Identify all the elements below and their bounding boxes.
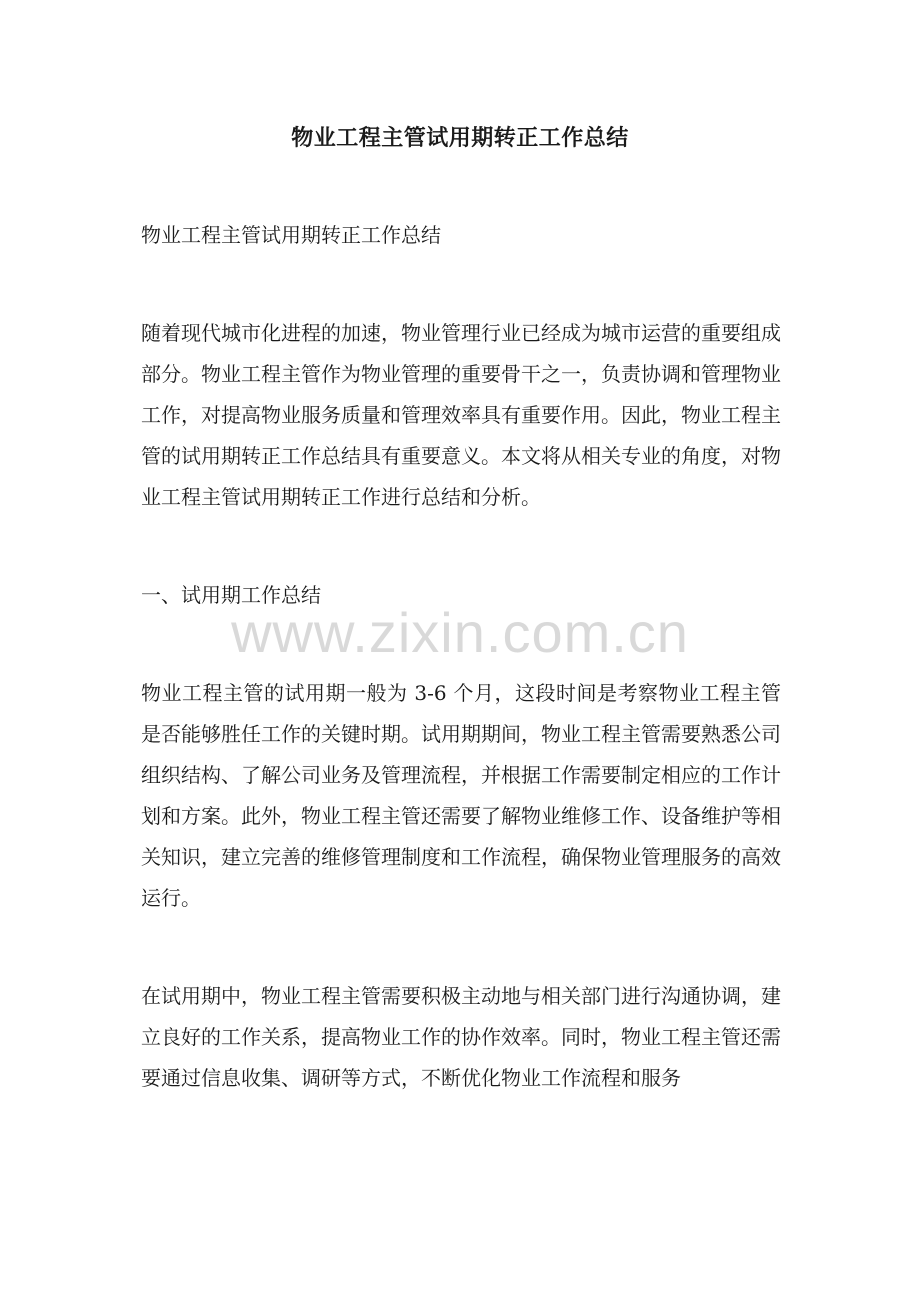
document-body — [141, 215, 781, 1156]
intro-paragraph: 随着现代城市化进程的加速，物业管理行业已经成为城市运营的重要组成部分。物业工程主管作为物业管理的重要骨干之一，负责协调和管理物业工作，对提高物业服务质量和管理效率具有重要作用。因此，物业工程主管的试用期转正工作总结具有重要意义。本文将从相关专业的角度，对物业工程主管试用期转正工作进行总结和分析。 — [141, 321, 781, 509]
watermark: www.zixin.com.cn — [231, 601, 689, 664]
section1-paragraph-2: 在试用期中，物业工程主管需要积极主动地与相关部门进行沟通协调，建立良好的工作关系，提高物业工作的协作效率。同时，物业工程主管还需要通过信息收集、调研等方式，不断优化物业工作流程和服务 — [141, 984, 781, 1090]
document-subtitle: 物业工程主管试用期转正工作总结 — [141, 223, 441, 247]
section1-paragraph-1: 物业工程主管的试用期一般为 3-6 个月，这段时间是考察物业工程主管是否能够胜任工作的关键时期。试用期期间，物业工程主管需要熟悉公司组织结构、了解公司业务及管理流程，并根据工作需要制定相应的工作计划和方案。此外，物业工程主管还需要了解物业维修工作、设备维护等相关知识，建立完善的维修管理制度和工作流程，确保物业管理服务的高效运行。 — [141, 681, 781, 910]
section-heading: 一、试用期工作总结 — [141, 583, 321, 607]
document-title: 物业工程主管试用期转正工作总结 — [291, 125, 629, 151]
